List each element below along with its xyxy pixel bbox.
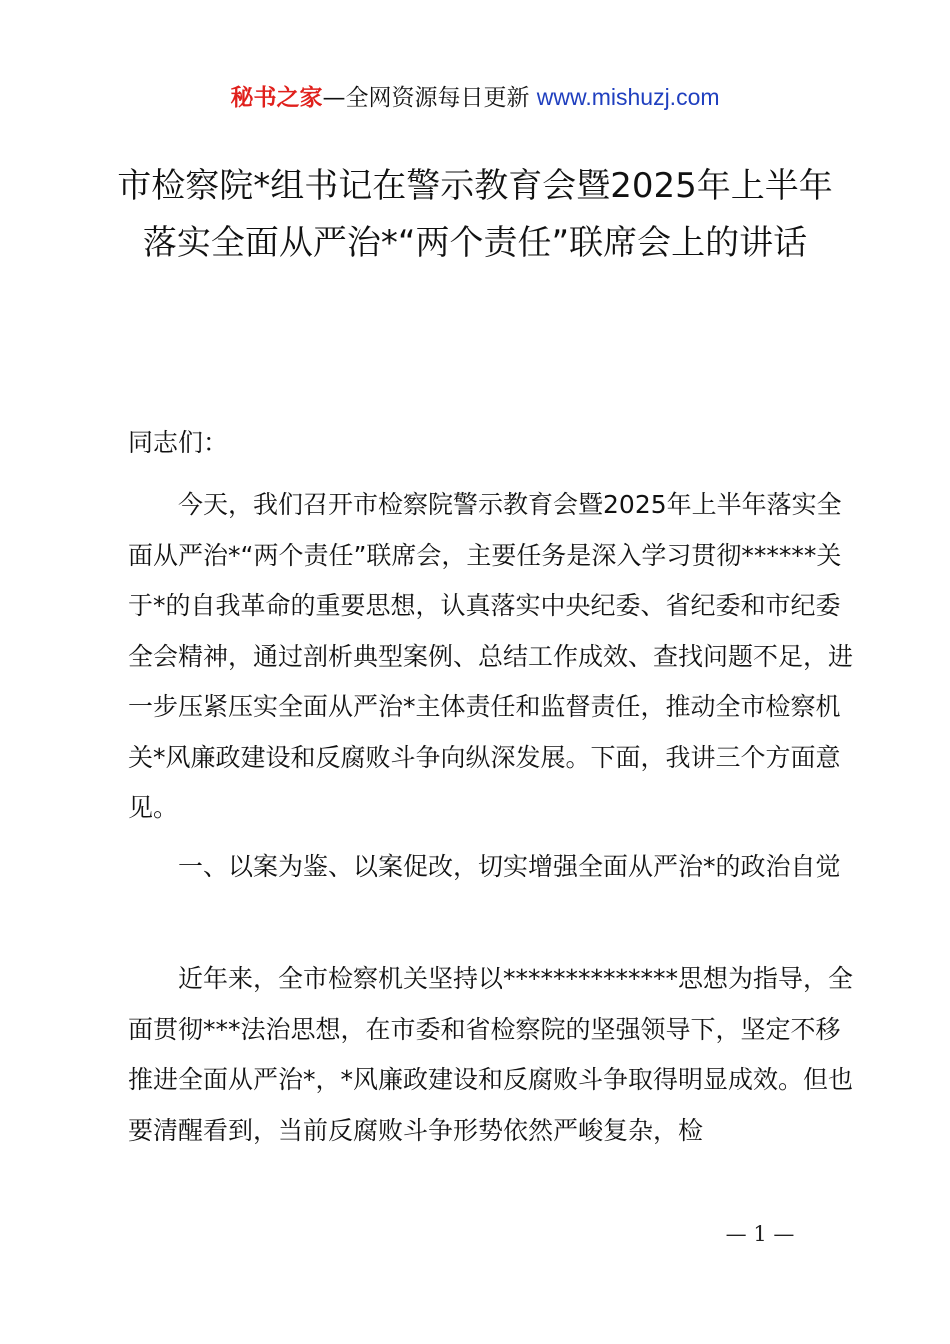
paragraph-intro — [128, 480, 856, 834]
section-heading-1-text: 一、以案为鉴、以案促改，切实增强全面从严治*的政治自觉 — [178, 852, 841, 881]
paragraph-intro-text: 今天，我们召开市检察院警示教育会暨2025年上半年落实全面从严治*“两个责任”联席会，主要任务是深入学习贯彻******关于*的自我革命的重要思想，认真落实中央纪委、省纪委和市纪委全会精神，通过剖析典型案例、总结工作成效、查找问题不足，进一步压紧压实全面从严治*主体责任和监督责任，推动全市检察机关*风廉政建设和反腐败斗争向纵深发展。下面，我讲三个方面意见。 — [128, 490, 854, 822]
brand-name: 秘书之家 — [230, 85, 323, 111]
site-header — [0, 82, 950, 113]
salutation-text: 同志们： — [128, 428, 229, 457]
header-tagline: —全网资源每日更新 — [322, 85, 537, 111]
document-title: 市检察院*组书记在警示教育会暨2025年上半年落实全面从严治*“两个责任”联席会上的讲话 — [117, 166, 833, 263]
paragraph-section-1-text: 近年来，全市检察机关坚持以**************思想为指导，全面贯彻***法治思想，在市委和省检察院的坚强领导下，坚定不移推进全面从严治*，*风廉政建设和反腐败斗争取得明显成效。但也要清醒看到，当前反腐败斗争形势依然严峻复杂，检 — [128, 964, 854, 1145]
section-heading-1 — [128, 842, 856, 893]
paragraph-section-1 — [128, 954, 856, 1156]
page-number: — 1 — — [725, 1222, 795, 1246]
site-url-link[interactable]: www.mishuzj.com — [536, 84, 720, 110]
salutation — [128, 418, 856, 469]
